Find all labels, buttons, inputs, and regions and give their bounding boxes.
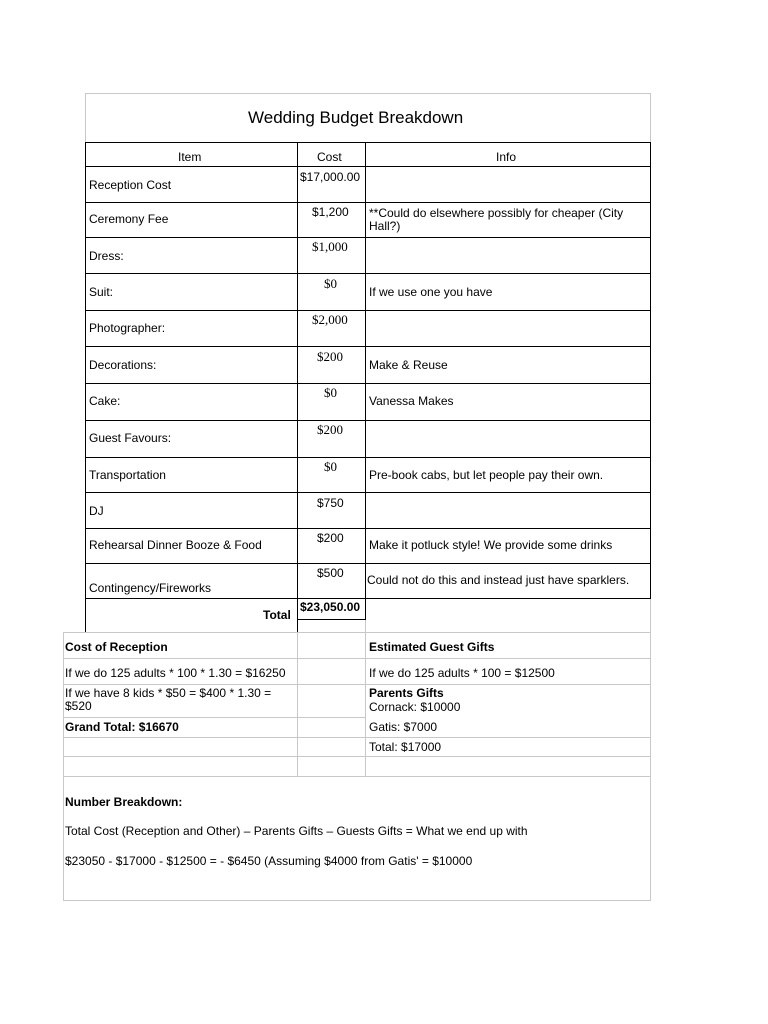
total-label: Total	[263, 608, 291, 622]
table-row-cost: $750	[317, 496, 344, 510]
table-row-cost: $17,000.00	[300, 170, 361, 184]
page-title: Wedding Budget Breakdown	[248, 108, 464, 127]
table-row-cost: $0	[324, 459, 337, 474]
table-row-cost: $0	[324, 276, 337, 291]
table-row-item: Decorations:	[89, 358, 157, 372]
column-header-cost: Cost	[317, 150, 342, 164]
total-value: $23,050.00	[300, 600, 361, 614]
parents-gift-cornack: Cornack: $10000	[369, 700, 461, 714]
table-row-info: Could not do this and instead just have sparklers.	[367, 573, 630, 587]
table-row-info: If we use one you have	[369, 285, 493, 299]
table-row-item: Cake:	[89, 394, 121, 408]
table-row-info: Pre-book cabs, but let people pay their own.	[369, 468, 604, 482]
table-row-cost: $500	[317, 566, 344, 580]
number-breakdown-heading: Number Breakdown:	[65, 795, 183, 809]
parents-gifts-heading: Parents Gifts	[369, 686, 444, 700]
table-row-item: Dress:	[89, 249, 124, 263]
table-row-item: Ceremony Fee	[89, 212, 169, 226]
number-breakdown-calc: $23050 - $17000 - $12500 = - $6450 (Assuming $4000 from Gatis' = $10000	[65, 854, 473, 868]
column-header-item: Item	[178, 150, 202, 164]
table-row-info: Make it potluck style! We provide some drinks	[369, 538, 613, 552]
table-row-cost: $1,200	[312, 205, 349, 219]
reception-kids-line-cont: $520	[65, 699, 92, 713]
table-row-cost: $200	[317, 422, 343, 437]
reception-kids-line: If we have 8 kids * $50 = $400 * 1.30 =	[65, 686, 272, 700]
column-header-info: Info	[496, 150, 517, 164]
table-row-cost: $200	[317, 349, 343, 364]
table-row-item: Rehearsal Dinner Booze & Food	[89, 538, 262, 552]
table-row-info: Make & Reuse	[369, 358, 448, 372]
reception-heading: Cost of Reception	[65, 640, 168, 654]
table-row-item: DJ	[89, 504, 104, 518]
number-breakdown-formula: Total Cost (Reception and Other) – Parents Gifts – Guests Gifts = What we end up with	[65, 824, 528, 838]
gifts-adults-line: If we do 125 adults * 100 = $12500	[369, 666, 555, 680]
table-row-item: Transportation	[89, 468, 166, 482]
reception-adults-line: If we do 125 adults * 100 * 1.30 = $16250	[65, 666, 286, 680]
table-row-item: Suit:	[89, 285, 114, 299]
table-row-item: Guest Favours:	[89, 431, 172, 445]
table-row-info-cont: Hall?)	[369, 219, 401, 233]
table-row-item: Photographer:	[89, 321, 166, 335]
table-row-cost: $1,000	[312, 239, 348, 254]
table-row-cost: $0	[324, 385, 337, 400]
table-row-item: Contingency/Fireworks	[89, 581, 212, 595]
parents-gift-gatis: Gatis: $7000	[369, 720, 438, 734]
table-row-cost: $2,000	[312, 312, 348, 327]
frame-top-line	[85, 93, 651, 94]
gifts-heading: Estimated Guest Gifts	[369, 640, 495, 654]
table-row-item: Reception Cost	[89, 178, 172, 192]
parents-gift-total: Total: $17000	[369, 740, 442, 754]
table-row-info: **Could do elsewhere possibly for cheaper (City	[369, 206, 624, 220]
grand-total: Grand Total: $16670	[65, 720, 179, 734]
table-row-info: Vanessa Makes	[369, 394, 454, 408]
table-row-cost: $200	[317, 531, 344, 545]
